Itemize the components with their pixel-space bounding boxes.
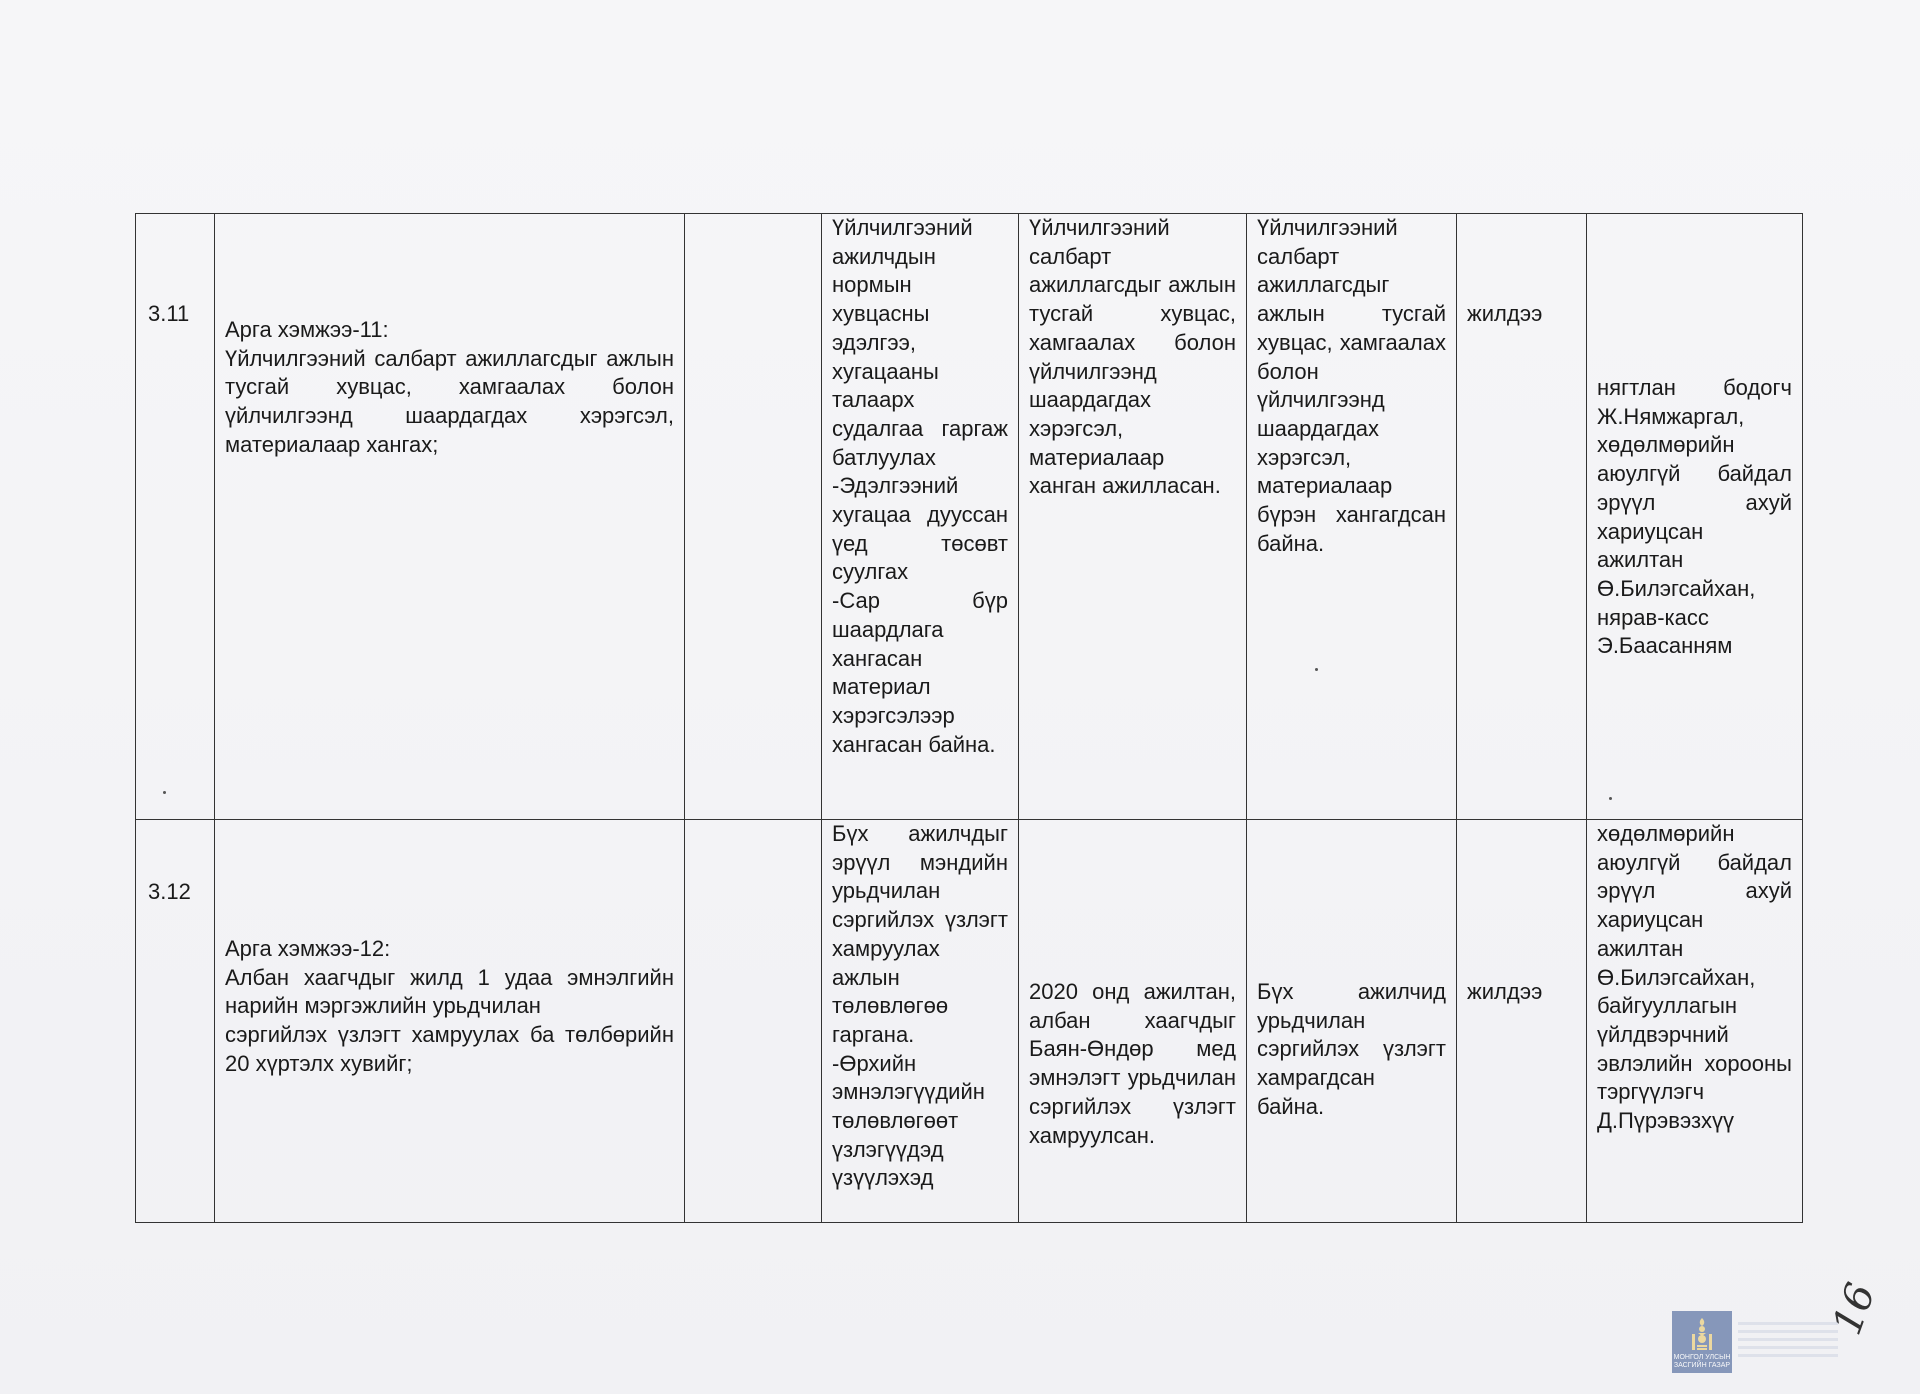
soyombo-icon — [1689, 1317, 1715, 1351]
responsible-cell: нягтлан бодогч Ж.Нямжаргал, хөдөлмөрийн аюулгүй байдал эрүүл ахуй хариуцсан ажилтан Ө.Билэгсайхан, нярав-касс Э.Баасанням — [1587, 214, 1803, 820]
action-text: Албан хаагчдыг жилд 1 удаа эмнэлгийн нарийн мэргэжлийн урьдчилан сэргийлэх үзлэгт хамруулах ба төлбөрийн 20 хүртэлх хувийг; — [225, 964, 674, 1076]
period-cell: жилдээ — [1457, 820, 1587, 1223]
emblem-label: МОНГОЛ УЛСЫН ЗАСГИЙН ГАЗАР — [1673, 1354, 1731, 1369]
empty-cell — [685, 820, 822, 1223]
empty-cell — [685, 214, 822, 820]
action-cell — [215, 214, 685, 820]
scan-speck — [1609, 797, 1612, 800]
activities-cell: Үйлчилгээний ажилчдын нормын хувцасны эдэлгээ, хугацааны талаарх судалгаа гаргаж батлуулах -Эдэлгээний хугацаа дууссан үед төсөвт суулгах -Сар бүр шаардлага хангасан материал хэрэгсэлээр хангасан байна. — [822, 214, 1019, 820]
period-cell: жилдээ — [1457, 214, 1587, 820]
action-title: Арга хэмжээ-11: — [225, 317, 389, 342]
action-plan-table — [135, 213, 1803, 1223]
result-cell: 2020 онд ажилтан, албан хаагчдыг Баян-Өндөр мед эмнэлэгт урьдчилан сэргийлэх үзлэгт хамруулсан. — [1019, 820, 1247, 1223]
handwritten-page-number: 16 — [1824, 1277, 1885, 1341]
row-number: 3.11 — [136, 214, 215, 820]
row-number: 3.12 — [136, 820, 215, 1223]
soyombo-emblem-icon — [1672, 1311, 1732, 1373]
scan-speck — [1315, 668, 1318, 671]
completion-cell: Бүх ажилчид урьдчилан сэргийлэх үзлэгт хамрагдсан байна. — [1247, 820, 1457, 1223]
completion-cell: Үйлчилгээний салбарт ажиллагсдыг ажлын тусгай хувцас, хамгаалах болон үйлчилгээнд шаардагдах хэрэгсэл, материалаар бүрэн хангагдсан байна. — [1247, 214, 1457, 820]
table-row — [136, 214, 1803, 820]
scan-speck — [163, 791, 166, 794]
watermark-lines — [1738, 1322, 1838, 1362]
responsible-cell: хөдөлмөрийн аюулгүй байдал эрүүл ахуй хариуцсан ажилтан Ө.Билэгсайхан, байгууллагын үйлдвэрчний эвлэлийн хорооны тэргүүлэгч Д.Пүрэвэзхүү — [1587, 820, 1803, 1223]
government-watermark — [1672, 1311, 1838, 1373]
activities-cell: Бүх ажилчдыг эрүүл мэндийн урьдчилан сэргийлэх үзлэгт хамруулах ажлын төлөвлөгөө гаргана. -Өрхийн эмнэлэгүүдийн төлөвлөгөөт үзлэгүүдэд үзүүлэхэд — [822, 820, 1019, 1223]
table-row — [136, 820, 1803, 1223]
action-title: Арга хэмжээ-12: — [225, 936, 391, 961]
action-cell — [215, 820, 685, 1223]
result-cell: Үйлчилгээний салбарт ажиллагсдыг ажлын тусгай хувцас, хамгаалах болон үйлчилгээнд шаардагдах хэрэгсэл, материалаар ханган ажилласан. — [1019, 214, 1247, 820]
action-text: Үйлчилгээний салбарт ажиллагсдыг ажлын тусгай хувцас, хамгаалах болон үйлчилгээнд шаардагдах хэрэгсэл, материалаар хангах; — [225, 345, 674, 457]
